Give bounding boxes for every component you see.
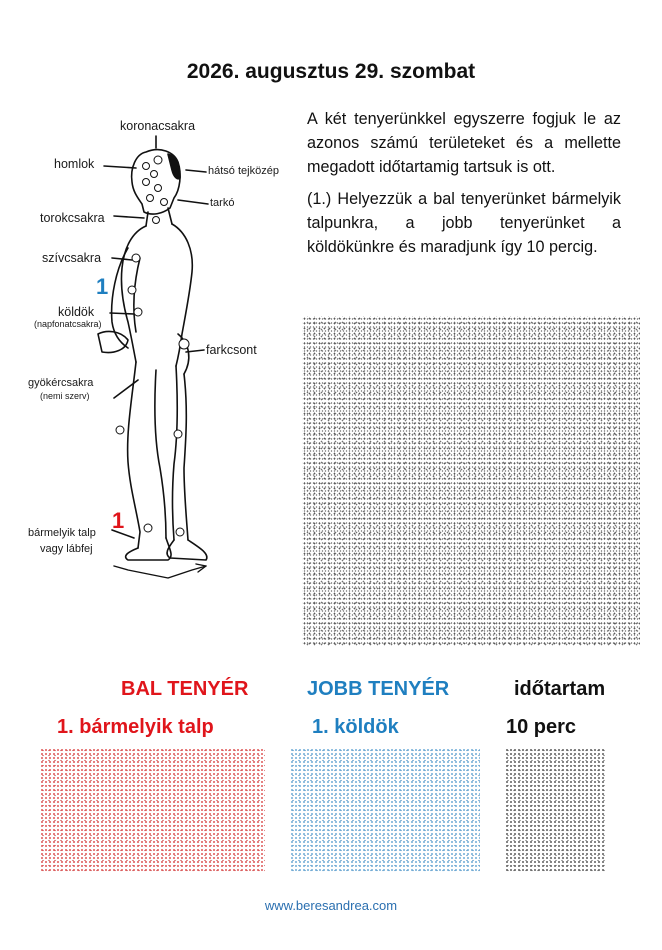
row-right-value: 1. köldök xyxy=(312,716,399,738)
header-bal-tenyer: BAL TENYÉR xyxy=(121,678,249,700)
number-1-blue: 1 xyxy=(96,274,109,299)
header-idotartam: időtartam xyxy=(514,678,606,700)
label-hatso-tejkozep: hátsó tejközép xyxy=(208,165,279,177)
page-title: 2026. augusztus 29. szombat xyxy=(186,60,476,83)
human-body-illustration xyxy=(28,108,300,588)
row-duration-value: 10 perc xyxy=(506,716,577,738)
label-torokcsakra: torokcsakra xyxy=(40,211,105,225)
header-jobb-tenyer: JOBB TENYÉR xyxy=(307,678,450,700)
scan-noise-overlay xyxy=(302,316,640,646)
label-homlok: homlok xyxy=(54,157,95,171)
number-1-red: 1 xyxy=(112,508,125,533)
blue-noise-smudge xyxy=(290,748,480,873)
instruction-paragraph-2: (1.) Helyezzük a bal tenyerünket bármelyik talpunkra, a jobb tenyerünket a köldökünkre és maradjunk így 10 percig. xyxy=(307,190,621,256)
label-barmelyik-talp: bármelyik talp xyxy=(28,527,96,539)
label-koldok: köldök xyxy=(58,305,95,319)
label-szivcsakra: szívcsakra xyxy=(42,251,102,265)
label-tarko: tarkó xyxy=(210,197,235,209)
label-farkcsont: farkcsont xyxy=(206,343,257,357)
red-noise-smudge xyxy=(40,748,265,873)
label-gyokercsakra-sub: (nemi szerv) xyxy=(40,391,90,401)
footer-link[interactable]: www.beresandrea.com xyxy=(264,898,398,913)
body-chakra-figure xyxy=(28,108,300,588)
row-left-value: 1. bármelyik talp xyxy=(57,716,214,738)
black-noise-smudge xyxy=(505,748,605,873)
instruction-paragraph-1: A két tenyerünkkel egyszerre fogjuk le az azonos számú területeket és a mellette megadott időtartamig tartsuk is ott. xyxy=(307,110,621,176)
label-vagy-labfej: vagy lábfej xyxy=(40,543,93,555)
label-gyokercsakra: gyökércsakra xyxy=(28,377,94,389)
label-koronacsakra: koronacsakra xyxy=(120,119,196,133)
instruction-text xyxy=(307,107,621,267)
label-koldok-sub: (napfonatcsakra) xyxy=(34,319,102,329)
